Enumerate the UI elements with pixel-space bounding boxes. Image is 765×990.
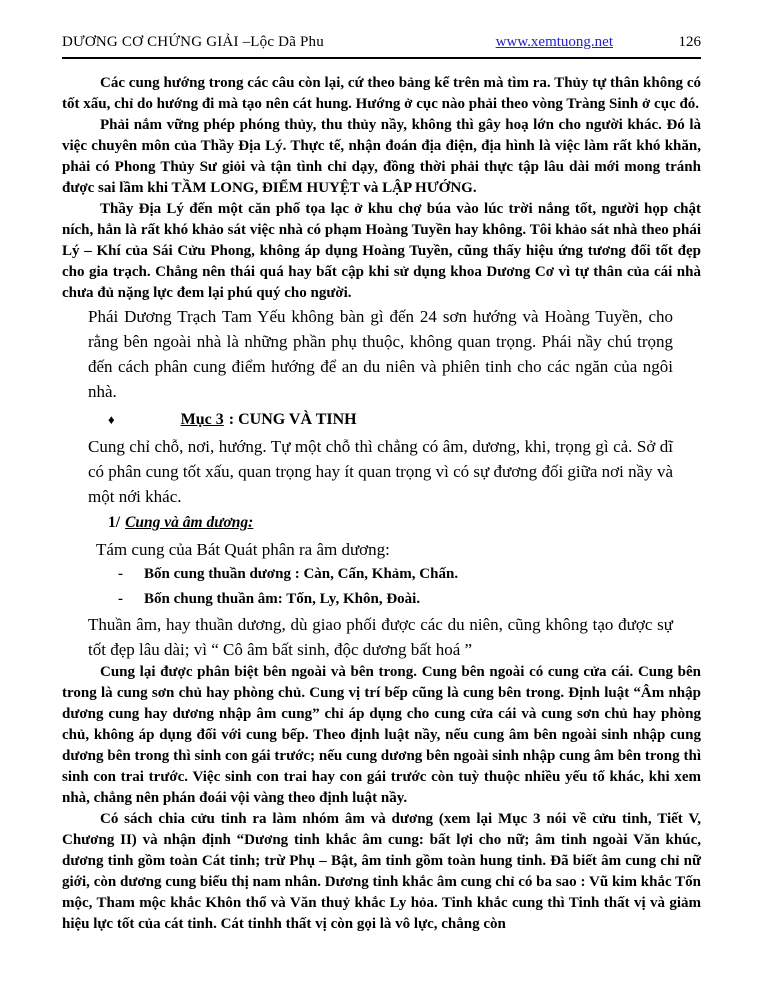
paragraph-phong-thuy-master: Phải nắm vững phép phóng thủy, thu thủy nầy, không thì gây hoạ lớn cho người khác. Đó là việc chuyên môn của Thầy Địa Lý. Thực tế, nhận đoán địa điện, địa hình là việc làm rất khó khăn, phải có Phong Thủy Sư giỏi và tận tình chỉ dạy, đồng thời phải thực tập lâu dài mới mong tránh được sai lầm khi TẦM LONG, ĐIỂM HUYỆT và LẬP HƯỚNG. (62, 117, 701, 196)
page-header (62, 34, 701, 51)
section-heading-number: Mục 3 (180, 411, 224, 428)
paragraph-tam-cung: Tám cung của Bát Quát phân ra âm dương: (96, 540, 390, 559)
paragraph-water-directions: Các cung hướng trong các câu còn lại, cứ theo bảng kể trên mà tìm ra. Thủy tự thân không có tốt xấu, chỉ do hướng đi mà tạo nên cát hung. Hướng ở cục nào phải theo vòng Tràng Sinh ở cục đó. (62, 75, 701, 112)
header-divider (62, 57, 701, 59)
paragraph-cung-definition: Cung chỉ chỗ, nơi, hướng. Tự một chỗ thì chẳng có âm, dương, khi, trọng gì cả. Sở dĩ có phân cung tốt xấu, quan trọng hay ít quan trọng vì có sự đương đối giữa nơi nầy và một nới khác. (88, 437, 673, 506)
paragraph-thay-dia-ly: Thầy Địa Lý đến một căn phố tọa lạc ở khu chợ búa vào lúc trời nắng tốt, người họp chật ních, hẳn là rất khó khảo sát việc nhà có phạm Hoàng Tuyền hay không. Tôi khảo sát nhà theo phái Lý – Khí của Sái Cửu Phong, không áp dụng Hoàng Tuyền, cũng thấy hiệu ứng tương đối tốt đẹp cho gia trạch. Chẳng nên thái quá hay bất cập khi sử dụng khoa Dương Cơ vì tự thân của cái nhà chưa đủ nặng lực đem lại phú quý cho người. (62, 201, 701, 301)
document-title: DƯƠNG CƠ CHỨNG GIẢI –Lộc Dã Phu (62, 34, 324, 50)
paragraph-cuu-tinh-groups: Có sách chia cửu tinh ra làm nhóm âm và dương (xem lại Mục 3 nói về cửu tinh, Tiết V, Chương II) và nhận định “Dương tinh khắc âm cung: bất lợi cho nữ; âm tinh ngoài Văn khúc, dương tinh gồm toàn Cát tinh; trừ Phụ – Bật, âm tinh gồm toàn hung tinh. Đã biết âm cung chỉ nữ giới, còn dương cung biểu thị nam nhân. Dương tinh khắc âm cung chỉ có ba sao : Vũ kim khắc Tốn mộc, Tham mộc khắc Khôn thổ và Văn thuỷ khắc Ly hỏa. Tinh khắc cung thì Tinh thất vị và giảm hiệu lực tốt của cát tinh. Cát tinhh thất vị còn gọi là vô lực, chẳng còn (62, 811, 701, 932)
paragraph-cung-inside-outside: Cung lại được phân biệt bên ngoài và bên trong. Cung bên ngoài có cung cửa cái. Cung bên trong là cung sơn chủ hay phòng chủ. Cung vị trí bếp cũng là cung bên trong. Định luật “Âm nhập dương cung hay dương nhập âm cung” chỉ áp dụng cho cung cửa cái và cung sơn chủ hay phòng chủ, không áp dụng đối với cung bếp. Theo định luật nầy, nếu cung âm bên ngoài sinh nhập cung dương bên trong thì sinh con gái trước; nếu cung dương bên ngoài sinh nhập cung âm bên trong thì sinh con trai trước. Việc sinh con trai hay con gái trước còn tuỳ thuộc nhiều yếu tố khác, khi xem nhà, chẳng nên phán đoái vội vàng theo định luật nầy. (62, 664, 701, 806)
website-link[interactable]: www.xemtuong.net (495, 34, 613, 50)
list-item-label: Bốn chung thuần âm: Tốn, Ly, Khôn, Đoài. (144, 591, 421, 607)
sub-heading-cung-am-duong (108, 511, 701, 535)
dash-bullet-icon: - (118, 591, 123, 607)
section-heading (108, 407, 701, 432)
paragraph-thuan-am-duong: Thuần âm, hay thuần dương, dù giao phối được các du niên, cũng không tạo được sự tốt đẹp lâu dài; vì “ Cô âm bất sinh, độc dương bất hoá ” (88, 615, 673, 659)
paragraph-duong-trach-tam-yeu: Phái Dương Trạch Tam Yếu không bàn gì đến 24 sơn hướng và Hoàng Tuyền, cho rằng bên ngoài nhà là những phần phụ thuộc, không quan trọng. Phái nầy chú trọng đến cách phân cung điểm hướng để an du niên và phiên tinh cho các ngăn của ngôi nhà. (88, 307, 673, 401)
diamond-bullet-icon: ♦ (108, 412, 115, 427)
section-heading-title: : CUNG VÀ TINH (228, 411, 357, 428)
list-item (118, 587, 701, 612)
trigram-list (118, 562, 701, 612)
list-item-label: Bốn cung thuần dương : Càn, Cấn, Khảm, Chấn. (144, 566, 459, 582)
sub-heading-title: Cung và âm dương: (125, 514, 254, 531)
list-item (118, 562, 701, 587)
sub-heading-number: 1/ (108, 514, 121, 531)
page-number: 126 (678, 34, 701, 50)
dash-bullet-icon: - (118, 566, 123, 582)
